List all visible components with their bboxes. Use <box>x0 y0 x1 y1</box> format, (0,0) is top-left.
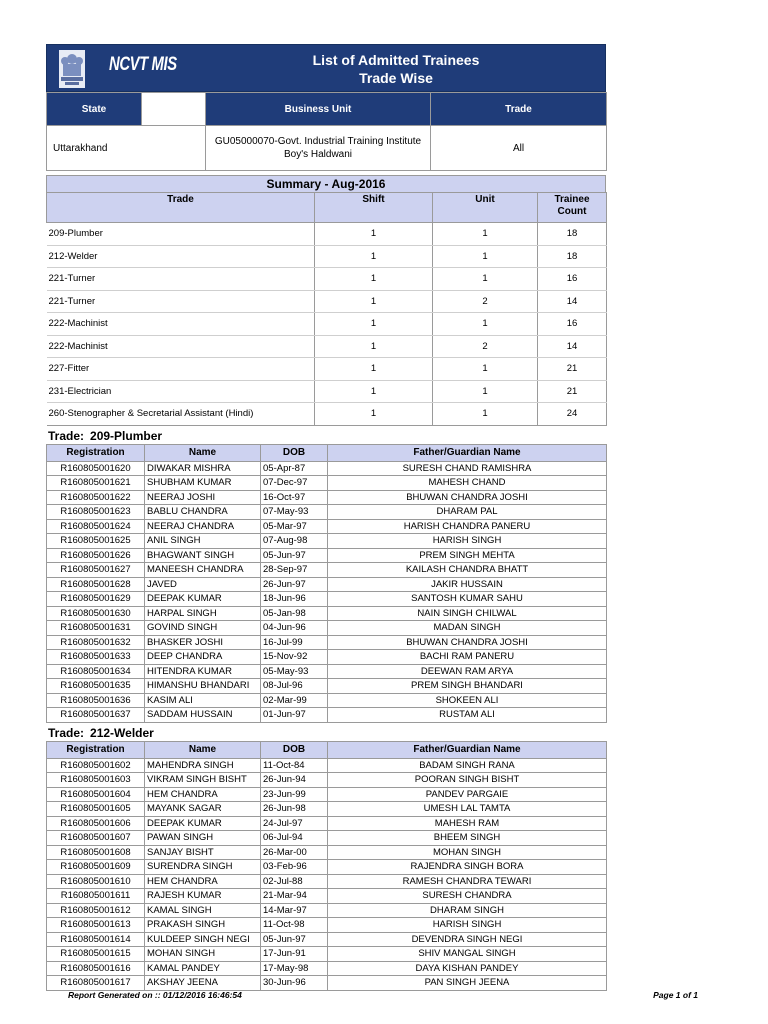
name-cell: BHASKER JOSHI <box>145 635 261 650</box>
name-cell: SADDAM HUSSAIN <box>145 708 261 723</box>
dob-cell: 05-Mar-97 <box>261 519 328 534</box>
trainee-row <box>47 679 607 694</box>
registration-cell: R160805001616 <box>47 961 145 976</box>
name-cell: BHAGWANT SINGH <box>145 548 261 563</box>
registration-cell: R160805001629 <box>47 592 145 607</box>
guardian-cell: BADAM SINGH RANA <box>328 758 607 773</box>
summary-cell: 222-Machinist <box>47 335 315 358</box>
trainee-row <box>47 664 607 679</box>
summary-row <box>47 335 607 358</box>
dob-cell: 14-Mar-97 <box>261 903 328 918</box>
guardian-cell: BHUWAN CHANDRA JOSHI <box>328 635 607 650</box>
name-cell: DIWAKAR MISHRA <box>145 461 261 476</box>
guardian-cell: DAYA KISHAN PANDEY <box>328 961 607 976</box>
name-cell: DEEPAK KUMAR <box>145 816 261 831</box>
guardian-cell: JAKIR HUSSAIN <box>328 577 607 592</box>
name-cell: HIMANSHU BHANDARI <box>145 679 261 694</box>
summary-cell: 1 <box>315 223 433 246</box>
registration-cell: R160805001624 <box>47 519 145 534</box>
trainee-col-header: Name <box>145 741 261 758</box>
guardian-cell: UMESH LAL TAMTA <box>328 802 607 817</box>
dob-cell: 07-May-93 <box>261 505 328 520</box>
registration-cell: R160805001623 <box>47 505 145 520</box>
summary-cell: 1 <box>315 268 433 291</box>
summary-cell: 1 <box>315 245 433 268</box>
trainee-row <box>47 635 607 650</box>
trainee-row <box>47 693 607 708</box>
dob-cell: 24-Jul-97 <box>261 816 328 831</box>
dob-cell: 21-Mar-94 <box>261 889 328 904</box>
trade-name: 212-Welder <box>90 725 154 740</box>
guardian-cell: DHARAM SINGH <box>328 903 607 918</box>
summary-cell: 21 <box>538 380 607 403</box>
trainee-row <box>47 490 607 505</box>
trainee-row <box>47 831 607 846</box>
national-emblem-icon <box>53 49 91 89</box>
dob-cell: 03-Feb-96 <box>261 860 328 875</box>
trainee-row <box>47 534 607 549</box>
name-cell: KAMAL PANDEY <box>145 961 261 976</box>
summary-cell: 1 <box>315 403 433 426</box>
name-cell: MANEESH CHANDRA <box>145 563 261 578</box>
summary-cell: 2 <box>433 335 538 358</box>
guardian-cell: DEEWAN RAM ARYA <box>328 664 607 679</box>
name-cell: KASIM ALI <box>145 693 261 708</box>
summary-row <box>47 268 607 291</box>
summary-col-header: Shift <box>315 193 433 223</box>
dob-cell: 08-Jul-96 <box>261 679 328 694</box>
dob-cell: 16-Oct-97 <box>261 490 328 505</box>
report-title-line1: List of Admitted Trainees <box>312 52 480 68</box>
guardian-cell: SHIV MANGAL SINGH <box>328 947 607 962</box>
trainee-col-header: DOB <box>261 741 328 758</box>
registration-cell: R160805001628 <box>47 577 145 592</box>
registration-cell: R160805001636 <box>47 693 145 708</box>
trainee-row <box>47 918 607 933</box>
summary-cell: 1 <box>315 380 433 403</box>
guardian-cell: HARISH CHANDRA PANERU <box>328 519 607 534</box>
state-value: Uttarakhand <box>47 126 206 171</box>
summary-row <box>47 358 607 381</box>
guardian-cell: DEVENDRA SINGH NEGI <box>328 932 607 947</box>
registration-cell: R160805001603 <box>47 773 145 788</box>
dob-cell: 05-Jun-97 <box>261 932 328 947</box>
guardian-cell: SURESH CHAND RAMISHRA <box>328 461 607 476</box>
summary-cell: 1 <box>315 335 433 358</box>
guardian-cell: KAILASH CHANDRA BHATT <box>328 563 607 578</box>
trainee-row <box>47 816 607 831</box>
trainee-row <box>47 758 607 773</box>
trainee-col-header: DOB <box>261 444 328 461</box>
trainee-row <box>47 903 607 918</box>
name-cell: NEERAJ CHANDRA <box>145 519 261 534</box>
summary-row <box>47 313 607 336</box>
guardian-cell: DHARAM PAL <box>328 505 607 520</box>
summary-cell: 260-Stenographer & Secretarial Assistant (Hindi) <box>47 403 315 426</box>
trainee-row <box>47 461 607 476</box>
report-title <box>187 51 605 87</box>
registration-cell: R160805001620 <box>47 461 145 476</box>
registration-cell: R160805001627 <box>47 563 145 578</box>
summary-row <box>47 290 607 313</box>
ncvt-mis-logo: NCVT MIS <box>109 54 177 75</box>
trainee-table <box>46 444 607 723</box>
guardian-cell: SANTOSH KUMAR SAHU <box>328 592 607 607</box>
summary-cell: 1 <box>433 223 538 246</box>
report-generated-text: Report Generated on :: 01/12/2016 16:46:54 <box>68 990 242 1000</box>
dob-cell: 26-Mar-00 <box>261 845 328 860</box>
dob-cell: 05-Jun-97 <box>261 548 328 563</box>
dob-cell: 26-Jun-94 <box>261 773 328 788</box>
trade-section-heading <box>46 725 606 741</box>
guardian-cell: RUSTAM ALI <box>328 708 607 723</box>
guardian-cell: BHEEM SINGH <box>328 831 607 846</box>
dob-cell: 17-Jun-91 <box>261 947 328 962</box>
business-unit-line2: Boy's Haldwani <box>283 149 353 160</box>
guardian-cell: PREM SINGH MEHTA <box>328 548 607 563</box>
guardian-cell: MAHESH CHAND <box>328 476 607 491</box>
registration-cell: R160805001637 <box>47 708 145 723</box>
trainee-row <box>47 874 607 889</box>
dob-cell: 26-Jun-98 <box>261 802 328 817</box>
registration-cell: R160805001622 <box>47 490 145 505</box>
summary-col-header: Trainee Count <box>538 193 607 223</box>
registration-cell: R160805001614 <box>47 932 145 947</box>
summary-cell: 1 <box>315 358 433 381</box>
registration-cell: R160805001607 <box>47 831 145 846</box>
page-number: Page 1 of 1 <box>653 990 698 1000</box>
summary-cell: 1 <box>433 358 538 381</box>
dob-cell: 05-Apr-87 <box>261 461 328 476</box>
summary-cell: 1 <box>433 268 538 291</box>
guardian-cell: BHUWAN CHANDRA JOSHI <box>328 490 607 505</box>
name-cell: KULDEEP SINGH NEGI <box>145 932 261 947</box>
summary-cell: 1 <box>433 313 538 336</box>
business-unit-line1: GU05000070-Govt. Industrial Training Institute <box>214 136 422 147</box>
trainee-row <box>47 505 607 520</box>
name-cell: DEEPAK KUMAR <box>145 592 261 607</box>
trainee-table <box>46 741 607 991</box>
registration-cell: R160805001626 <box>47 548 145 563</box>
trainee-row <box>47 708 607 723</box>
dob-cell: 05-Jan-98 <box>261 606 328 621</box>
trainee-row <box>47 961 607 976</box>
trainee-row <box>47 548 607 563</box>
business-unit-header: Business Unit <box>206 93 431 126</box>
guardian-cell: MADAN SINGH <box>328 621 607 636</box>
trainee-col-header: Father/Guardian Name <box>328 444 607 461</box>
guardian-cell: HARISH SINGH <box>328 918 607 933</box>
name-cell: MAHENDRA SINGH <box>145 758 261 773</box>
name-cell: HEM CHANDRA <box>145 874 261 889</box>
summary-cell: 1 <box>315 290 433 313</box>
name-cell: BABLU CHANDRA <box>145 505 261 520</box>
name-cell: PRAKASH SINGH <box>145 918 261 933</box>
summary-cell: 221-Turner <box>47 268 315 291</box>
dob-cell: 23-Jun-99 <box>261 787 328 802</box>
registration-cell: R160805001609 <box>47 860 145 875</box>
registration-cell: R160805001604 <box>47 787 145 802</box>
summary-cell: 222-Machinist <box>47 313 315 336</box>
trainee-row <box>47 787 607 802</box>
business-unit-value <box>206 126 431 171</box>
summary-cell: 221-Turner <box>47 290 315 313</box>
guardian-cell: RAJENDRA SINGH BORA <box>328 860 607 875</box>
registration-cell: R160805001621 <box>47 476 145 491</box>
trainee-row <box>47 563 607 578</box>
registration-cell: R160805001631 <box>47 621 145 636</box>
summary-cell: 1 <box>433 245 538 268</box>
registration-cell: R160805001612 <box>47 903 145 918</box>
summary-row <box>47 403 607 426</box>
trainee-col-header: Father/Guardian Name <box>328 741 607 758</box>
name-cell: DEEP CHANDRA <box>145 650 261 665</box>
trade-value: All <box>431 126 607 171</box>
guardian-cell: MAHESH RAM <box>328 816 607 831</box>
registration-cell: R160805001630 <box>47 606 145 621</box>
summary-cell: 18 <box>538 223 607 246</box>
name-cell: AKSHAY JEENA <box>145 976 261 991</box>
registration-cell: R160805001632 <box>47 635 145 650</box>
summary-cell: 227-Fitter <box>47 358 315 381</box>
dob-cell: 11-Oct-98 <box>261 918 328 933</box>
name-cell: SANJAY BISHT <box>145 845 261 860</box>
trainee-col-header: Registration <box>47 444 145 461</box>
registration-cell: R160805001613 <box>47 918 145 933</box>
summary-cell: 1 <box>315 313 433 336</box>
guardian-cell: SHOKEEN ALI <box>328 693 607 708</box>
summary-cell: 16 <box>538 313 607 336</box>
summary-cell: 14 <box>538 335 607 358</box>
summary-cell: 209-Plumber <box>47 223 315 246</box>
dob-cell: 07-Aug-98 <box>261 534 328 549</box>
summary-row <box>47 380 607 403</box>
summary-col-header: Trade <box>47 193 315 223</box>
guardian-cell: PREM SINGH BHANDARI <box>328 679 607 694</box>
dob-cell: 05-May-93 <box>261 664 328 679</box>
trainee-row <box>47 947 607 962</box>
trade-header: Trade <box>431 93 607 126</box>
guardian-cell: POORAN SINGH BISHT <box>328 773 607 788</box>
name-cell: PAWAN SINGH <box>145 831 261 846</box>
guardian-cell: PAN SINGH JEENA <box>328 976 607 991</box>
report-title-line2: Trade Wise <box>359 70 433 86</box>
dob-cell: 11-Oct-84 <box>261 758 328 773</box>
dob-cell: 04-Jun-96 <box>261 621 328 636</box>
name-cell: SHUBHAM KUMAR <box>145 476 261 491</box>
trainee-row <box>47 606 607 621</box>
guardian-cell: MOHAN SINGH <box>328 845 607 860</box>
state-header: State <box>47 93 142 126</box>
trainee-row <box>47 976 607 991</box>
dob-cell: 01-Jun-97 <box>261 708 328 723</box>
name-cell: JAVED <box>145 577 261 592</box>
registration-cell: R160805001610 <box>47 874 145 889</box>
summary-cell: 16 <box>538 268 607 291</box>
name-cell: KAMAL SINGH <box>145 903 261 918</box>
summary-row <box>47 223 607 246</box>
trainee-row <box>47 889 607 904</box>
registration-cell: R160805001611 <box>47 889 145 904</box>
guardian-cell: HARISH SINGH <box>328 534 607 549</box>
report-page <box>46 44 606 991</box>
summary-cell: 231-Electrician <box>47 380 315 403</box>
dob-cell: 07-Dec-97 <box>261 476 328 491</box>
guardian-cell: BACHI RAM PANERU <box>328 650 607 665</box>
trainee-col-header: Name <box>145 444 261 461</box>
dob-cell: 06-Jul-94 <box>261 831 328 846</box>
registration-cell: R160805001634 <box>47 664 145 679</box>
name-cell: RAJESH KUMAR <box>145 889 261 904</box>
name-cell: SURENDRA SINGH <box>145 860 261 875</box>
summary-row <box>47 245 607 268</box>
name-cell: HITENDRA KUMAR <box>145 664 261 679</box>
filter-table <box>46 92 607 171</box>
trade-name: 209-Plumber <box>90 428 163 443</box>
summary-cell: 1 <box>433 403 538 426</box>
trainee-row <box>47 577 607 592</box>
name-cell: MAYANK SAGAR <box>145 802 261 817</box>
registration-cell: R160805001602 <box>47 758 145 773</box>
registration-cell: R160805001617 <box>47 976 145 991</box>
blank-cell <box>142 93 206 126</box>
trainee-row <box>47 476 607 491</box>
summary-cell: 1 <box>433 380 538 403</box>
summary-cell: 212-Welder <box>47 245 315 268</box>
report-banner <box>46 44 606 92</box>
dob-cell: 15-Nov-92 <box>261 650 328 665</box>
registration-cell: R160805001606 <box>47 816 145 831</box>
summary-cell: 18 <box>538 245 607 268</box>
name-cell: NEERAJ JOSHI <box>145 490 261 505</box>
name-cell: GOVIND SINGH <box>145 621 261 636</box>
dob-cell: 16-Jul-99 <box>261 635 328 650</box>
registration-cell: R160805001633 <box>47 650 145 665</box>
summary-col-header: Unit <box>433 193 538 223</box>
registration-cell: R160805001615 <box>47 947 145 962</box>
trainee-row <box>47 932 607 947</box>
dob-cell: 02-Jul-88 <box>261 874 328 889</box>
name-cell: HARPAL SINGH <box>145 606 261 621</box>
summary-cell: 2 <box>433 290 538 313</box>
trainee-row <box>47 860 607 875</box>
registration-cell: R160805001635 <box>47 679 145 694</box>
report-footer <box>68 990 698 1000</box>
name-cell: HEM CHANDRA <box>145 787 261 802</box>
trainee-row <box>47 773 607 788</box>
dob-cell: 30-Jun-96 <box>261 976 328 991</box>
name-cell: ANIL SINGH <box>145 534 261 549</box>
guardian-cell: SURESH CHANDRA <box>328 889 607 904</box>
guardian-cell: PANDEV PARGAIE <box>328 787 607 802</box>
trainee-row <box>47 592 607 607</box>
dob-cell: 17-May-98 <box>261 961 328 976</box>
trade-label: Trade: <box>48 725 85 740</box>
dob-cell: 26-Jun-97 <box>261 577 328 592</box>
name-cell: VIKRAM SINGH BISHT <box>145 773 261 788</box>
registration-cell: R160805001625 <box>47 534 145 549</box>
trainee-row <box>47 650 607 665</box>
dob-cell: 28-Sep-97 <box>261 563 328 578</box>
dob-cell: 18-Jun-96 <box>261 592 328 607</box>
trainee-row <box>47 621 607 636</box>
registration-cell: R160805001605 <box>47 802 145 817</box>
trade-section-heading <box>46 428 606 444</box>
summary-table <box>46 192 607 426</box>
name-cell: MOHAN SINGH <box>145 947 261 962</box>
guardian-cell: RAMESH CHANDRA TEWARI <box>328 874 607 889</box>
trainee-row <box>47 519 607 534</box>
summary-title: Summary - Aug-2016 <box>46 175 606 192</box>
trainee-row <box>47 845 607 860</box>
guardian-cell: NAIN SINGH CHILWAL <box>328 606 607 621</box>
summary-cell: 24 <box>538 403 607 426</box>
trainee-col-header: Registration <box>47 741 145 758</box>
summary-cell: 14 <box>538 290 607 313</box>
registration-cell: R160805001608 <box>47 845 145 860</box>
dob-cell: 02-Mar-99 <box>261 693 328 708</box>
trade-label: Trade: <box>48 428 85 443</box>
trainee-row <box>47 802 607 817</box>
summary-cell: 21 <box>538 358 607 381</box>
